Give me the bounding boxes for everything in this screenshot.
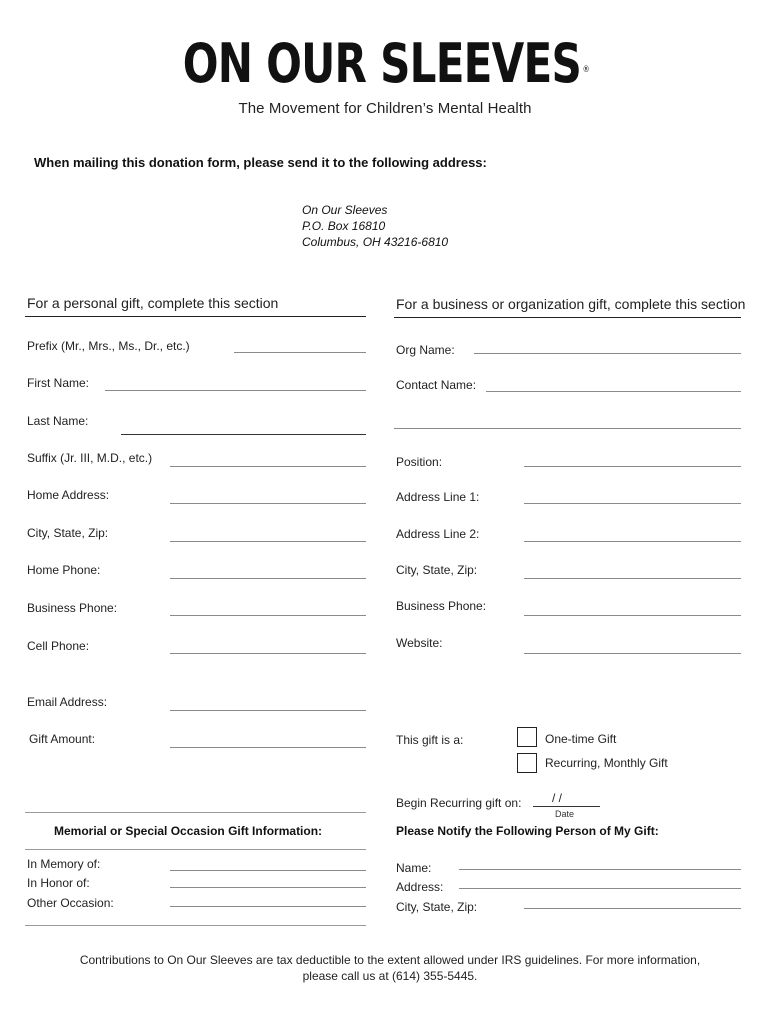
mailing-address [302, 202, 448, 250]
home-address-field[interactable] [170, 503, 366, 504]
registered-mark: ® [582, 65, 589, 75]
memorial-bottom-rule [25, 925, 366, 926]
begin-recurring-label: Begin Recurring gift on: [396, 796, 522, 810]
cell-phone-label: Cell Phone: [27, 639, 90, 653]
personal-heading-rule [25, 316, 366, 317]
prefix-field[interactable] [234, 352, 366, 353]
cell-phone-field[interactable] [170, 653, 366, 654]
home-address-label: Home Address: [27, 488, 110, 502]
notify-name-field[interactable] [459, 869, 741, 870]
position-field[interactable] [524, 466, 741, 467]
home-phone-field[interactable] [170, 578, 366, 579]
logo-wordmark: ON OUR SLEEVES ® [182, 32, 589, 95]
footer-line-1: Contributions to On Our Sleeves are tax deductible to the extent allowed under IRS guidelines. For more information, [79, 953, 701, 967]
in-memory-label: In Memory of: [27, 857, 101, 871]
business-city-state-zip-field[interactable] [524, 578, 741, 579]
recurring-gift-checkbox[interactable] [517, 753, 537, 773]
contact-name-extra-field[interactable] [394, 428, 741, 429]
city-state-zip-field[interactable] [170, 541, 366, 542]
address-line-3: Columbus, OH 43216-6810 [302, 235, 449, 249]
first-name-field[interactable] [105, 390, 366, 391]
personal-section-heading: For a personal gift, complete this section [27, 295, 279, 311]
notify-name-label: Name: [396, 861, 432, 875]
notify-city-state-zip-field[interactable] [524, 908, 741, 909]
other-occasion-label: Other Occasion: [27, 896, 114, 910]
notify-heading: Please Notify the Following Person of My Gift: [396, 824, 659, 838]
address-line-2-label: Address Line 2: [396, 527, 480, 541]
position-label: Position: [396, 455, 443, 469]
notify-address-field[interactable] [459, 888, 741, 889]
business-business-phone-field[interactable] [524, 615, 741, 616]
gift-type-label: This gift is a: [396, 733, 464, 747]
one-time-gift-checkbox[interactable] [517, 727, 537, 747]
org-name-field[interactable] [474, 353, 741, 354]
business-business-phone-label: Business Phone: [396, 599, 487, 613]
address-line-1-label: Address Line 1: [396, 490, 480, 504]
gift-amount-field[interactable] [170, 747, 366, 748]
address-line-2-field[interactable] [524, 541, 741, 542]
org-name-label: Org Name: [396, 343, 455, 357]
date-slashes: / / [552, 791, 563, 805]
in-honor-label: In Honor of: [27, 876, 90, 890]
business-heading-rule [394, 317, 741, 318]
contact-name-field[interactable] [486, 391, 741, 392]
logo [0, 34, 770, 117]
last-name-label: Last Name: [27, 414, 89, 428]
business-phone-label: Business Phone: [27, 601, 118, 615]
business-city-state-zip-label: City, State, Zip: [396, 563, 478, 577]
contact-name-label: Contact Name: [396, 378, 477, 392]
website-field[interactable] [524, 653, 741, 654]
address-line-1: On Our Sleeves [302, 203, 388, 217]
notify-city-state-zip-label: City, State, Zip: [396, 900, 478, 914]
in-honor-field[interactable] [170, 887, 366, 888]
business-phone-field[interactable] [170, 615, 366, 616]
suffix-label: Suffix (Jr. III, M.D., etc.) [27, 451, 153, 465]
business-section-heading: For a business or organization gift, complete this section [396, 296, 746, 312]
recurring-gift-label: Recurring, Monthly Gift [545, 756, 668, 770]
notify-address-label: Address: [396, 880, 444, 894]
website-label: Website: [396, 636, 443, 650]
memorial-heading-rule [25, 849, 366, 850]
first-name-label: First Name: [27, 376, 90, 390]
last-name-field[interactable] [121, 434, 366, 435]
one-time-gift-label: One-time Gift [545, 732, 617, 746]
logo-tagline: The Movement for Children’s Mental Health [238, 100, 532, 117]
address-line-1-field[interactable] [524, 503, 741, 504]
footer-line-2: please call us at (614) 355-5445. [302, 969, 478, 983]
address-line-2: P.O. Box 16810 [302, 219, 386, 233]
home-phone-label: Home Phone: [27, 563, 101, 577]
other-occasion-field[interactable] [170, 906, 366, 907]
mailing-heading: When mailing this donation form, please send it to the following address: [34, 155, 487, 170]
memorial-top-rule [25, 812, 366, 813]
email-label: Email Address: [27, 695, 108, 709]
footer-note [40, 952, 740, 984]
in-memory-field[interactable] [170, 870, 366, 871]
recurring-date-field[interactable] [533, 806, 600, 807]
prefix-label: Prefix (Mr., Mrs., Ms., Dr., etc.) [27, 339, 190, 353]
gift-amount-label: Gift Amount: [29, 732, 96, 746]
date-caption: Date [555, 809, 575, 819]
suffix-field[interactable] [170, 466, 366, 467]
email-field[interactable] [170, 710, 366, 711]
city-state-zip-label: City, State, Zip: [27, 526, 109, 540]
memorial-heading: Memorial or Special Occasion Gift Information: [54, 824, 323, 838]
